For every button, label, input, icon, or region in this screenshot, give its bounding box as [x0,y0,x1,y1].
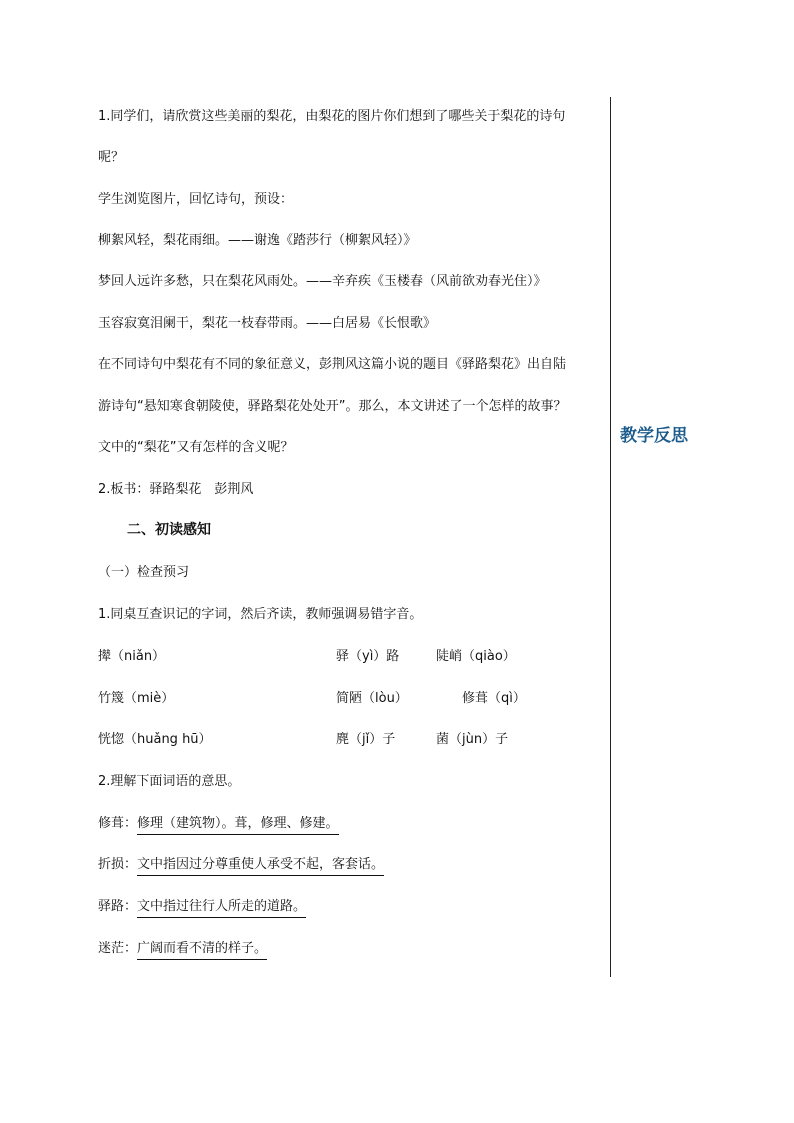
vocab-definition: 修理（建筑物）。葺，修理、修建。 [137,815,339,835]
task-1: 1.同桌互查识记的字词，然后齐读，教师强调易错字音。 [98,607,423,622]
para-line-3: 文中的“梨花”又有怎样的含义呢？ [98,440,294,455]
section-heading: 二、初读感知 [127,522,211,538]
reflection-title: 教学反思 [620,426,688,446]
pinyin-item: 简陋（lòu） [336,691,408,706]
vocab-row [98,940,267,960]
vocab-term: 迷茫： [98,941,138,956]
vocab-definition: 文中指过往行人所走的道路。 [137,898,306,918]
task-2: 2.理解下面词语的意思。 [98,774,241,789]
blackboard-line: 2.板书：驿路梨花 彭荆风 [98,482,254,497]
poem-1: 柳絮风轻，梨花雨细。——谢逸《踏莎行（柳絮风轻）》 [98,233,417,248]
poem-2: 梦回人远许多愁，只在梨花风雨处。——辛弃疾《玉楼春（风前欲劝春光住）》 [98,274,547,289]
pinyin-item: 竹篾（miè） [98,691,175,706]
vocab-term: 折损： [98,857,138,872]
pinyin-item: 陡峭（qiào） [436,649,516,664]
intro-line-2: 呢？ [98,150,125,165]
intro-line-3: 学生浏览图片，回忆诗句，预设： [98,192,294,207]
pinyin-item: 撵（niǎn） [98,649,166,664]
para-line-1: 在不同诗句中梨花有不同的象征意义，彭荆风这篇小说的题目《驿路梨花》出自陆 [98,357,567,372]
vocab-definition: 广阔而看不清的样子。 [137,940,267,960]
poem-3: 玉容寂寞泪阑干，梨花一枝春带雨。——白居易《长恨歌》 [98,316,437,331]
column-divider [610,97,611,977]
pinyin-item: 驿（yì）路 [336,649,400,664]
pinyin-item: 恍惚（huǎng hū） [98,732,212,747]
vocab-term: 修葺： [98,816,138,831]
vocab-row [98,856,384,876]
vocab-row [98,815,339,835]
pinyin-item: 菌（jùn）子 [436,732,509,747]
pinyin-item: 修葺（qì） [462,691,526,706]
vocab-row [98,898,306,918]
intro-line-1: 1.同学们，请欣赏这些美丽的梨花，由梨花的图片你们想到了哪些关于梨花的诗句 [98,109,566,124]
para-line-2: 游诗句“悬知寒食朝陵使，驿路梨花处处开”。那么，本文讲述了一个怎样的故事？ [98,399,567,414]
subsection-title: （一）检查预习 [98,565,190,580]
vocab-definition: 文中指因过分尊重使人承受不起，客套话。 [137,856,384,876]
vocab-term: 驿路： [98,899,138,914]
pinyin-item: 麂（jǐ）子 [336,732,396,747]
